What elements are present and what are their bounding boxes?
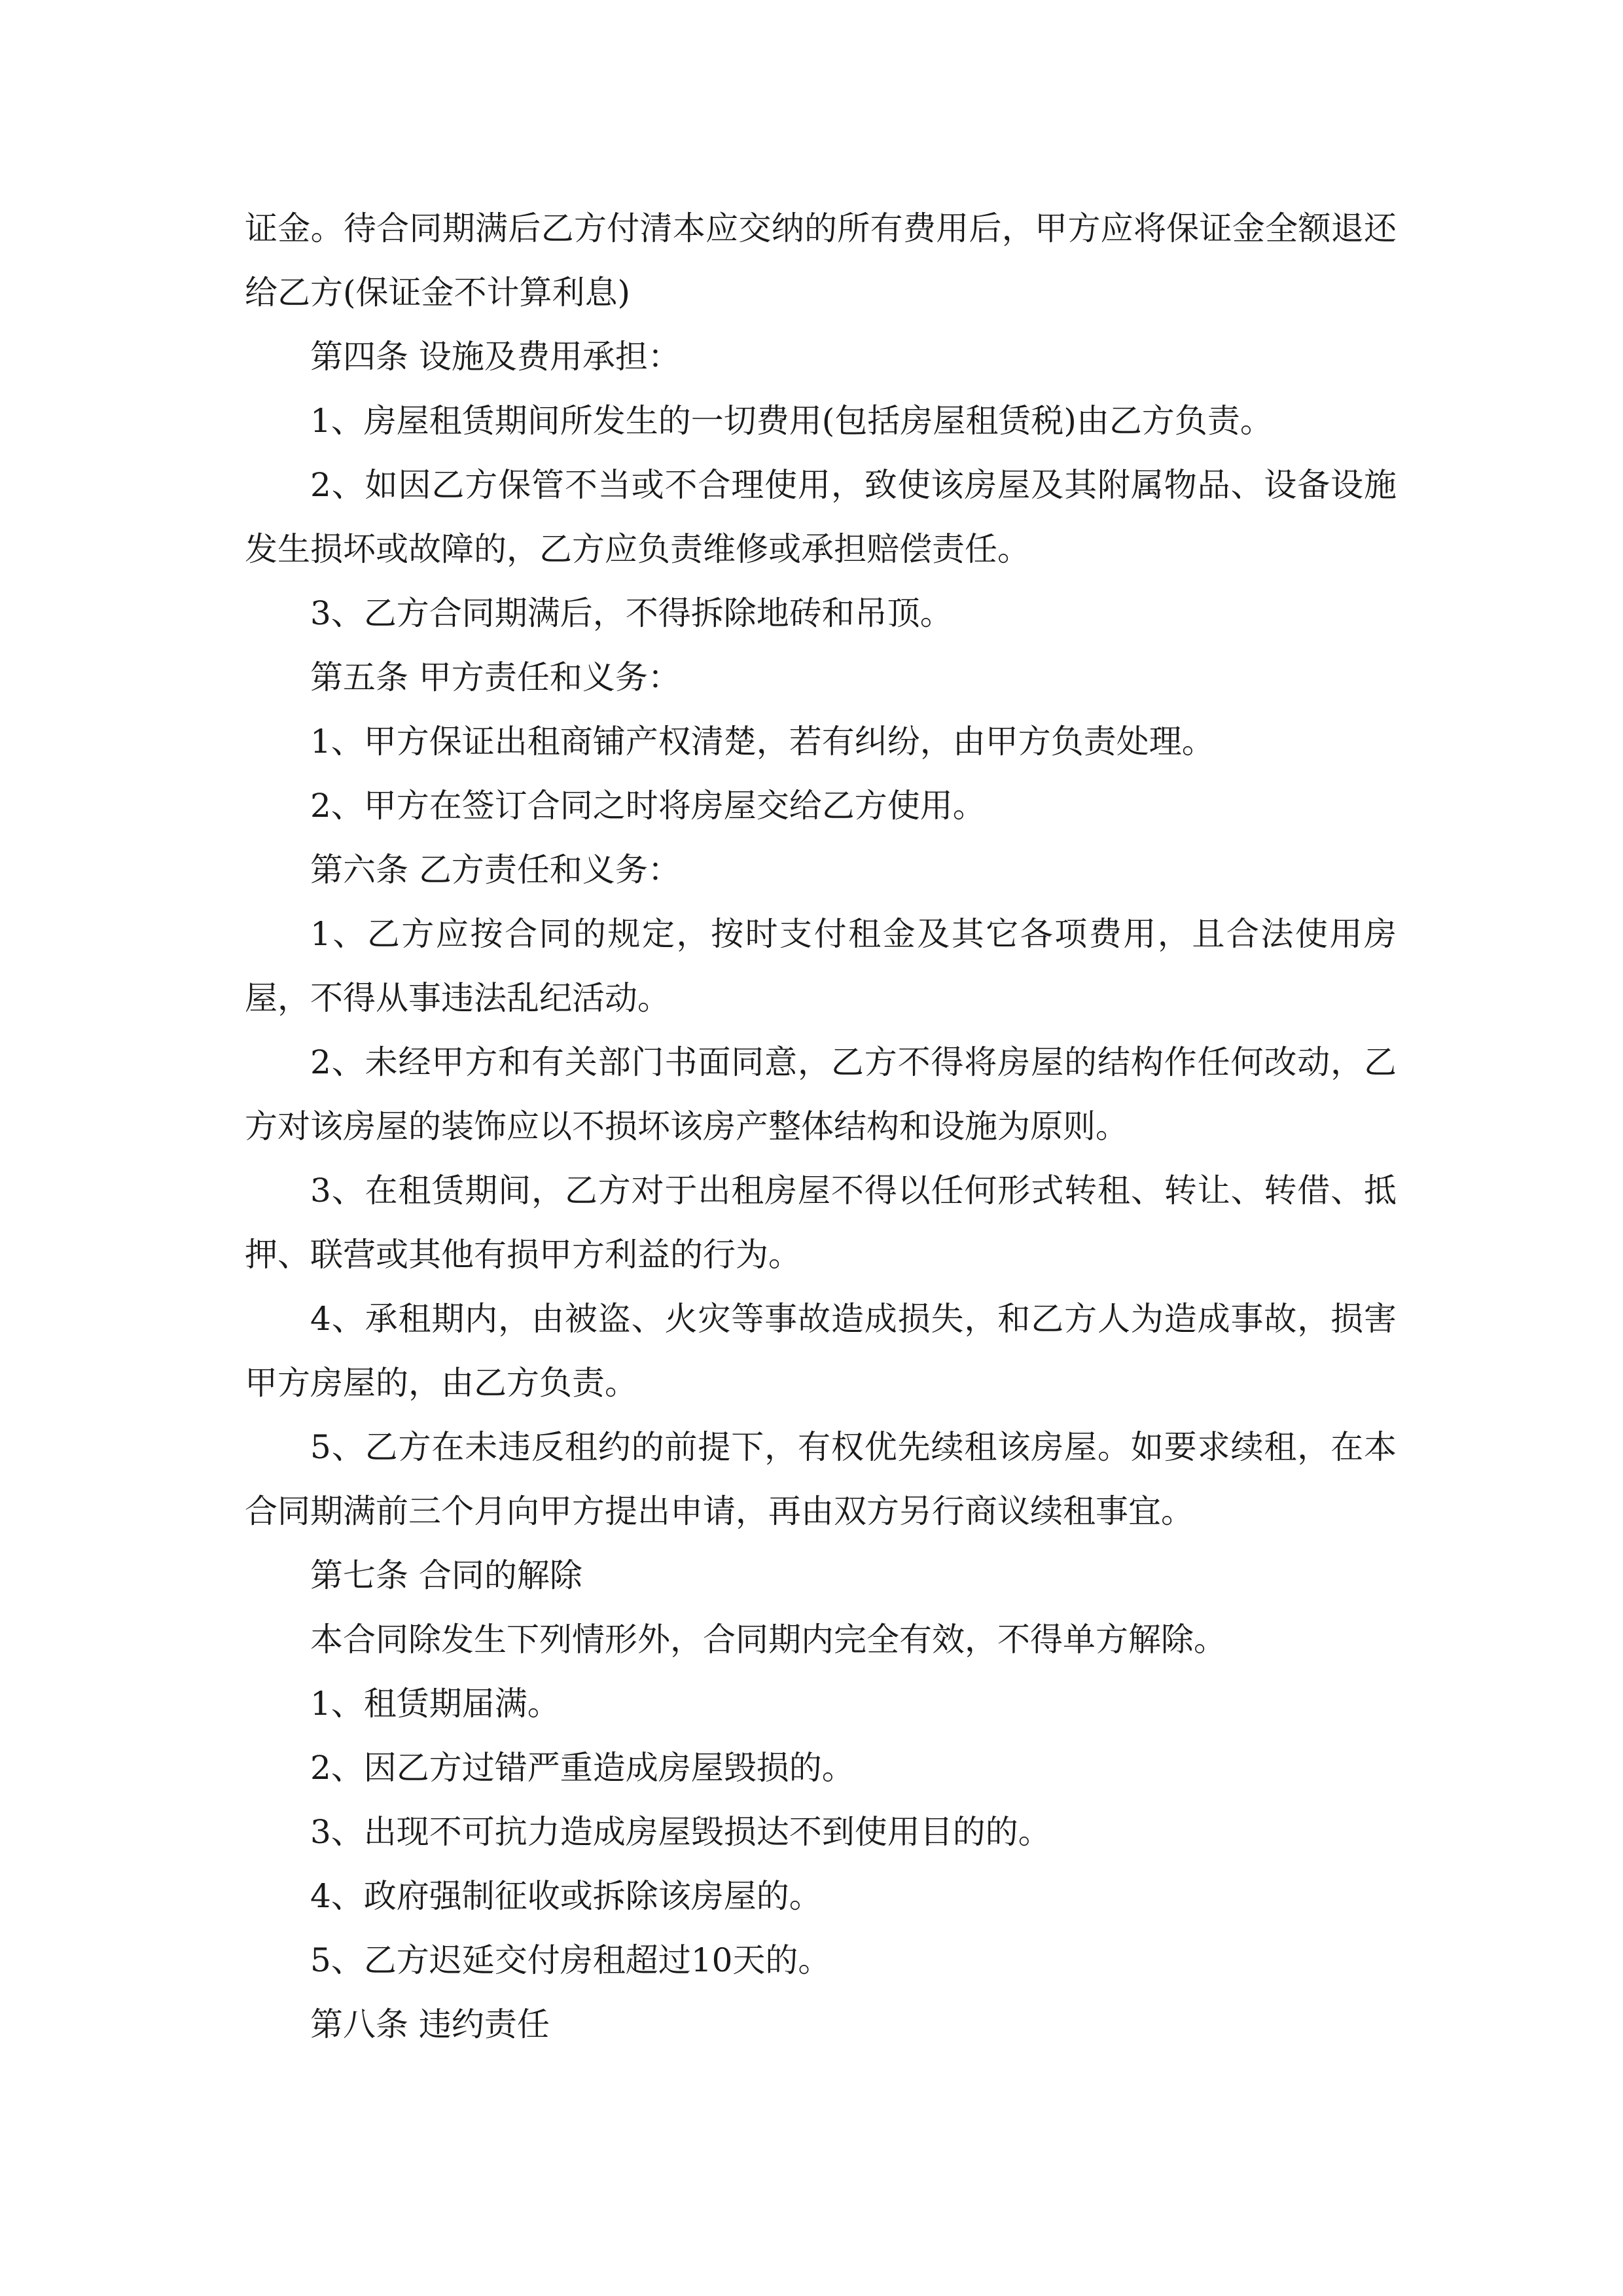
paragraph-article-4-item-2: 2、如因乙方保管不当或不合理使用，致使该房屋及其附属物品、设备设施发生损坏或故障的，乙方应负责维修或承担赔偿责任。 bbox=[245, 466, 1397, 568]
paragraph-article-4-item-1: 1、房屋租赁期间所发生的一切费用(包括房屋租赁税)由乙方负责。 bbox=[310, 402, 1273, 440]
paragraph-article-7-item-5: 5、乙方迟延交付房租超过10天的。 bbox=[310, 1941, 831, 1979]
paragraph-article-7-item-2: 2、因乙方过错严重造成房屋毁损的。 bbox=[310, 1749, 855, 1787]
paragraph-article-6-item-1: 1、乙方应按合同的规定，按时支付租金及其它各项费用，且合法使用房屋，不得从事违法乱纪活动。 bbox=[245, 915, 1397, 1017]
paragraph-article-7-item-1: 1、租赁期届满。 bbox=[310, 1685, 560, 1723]
heading-article-6: 第六条 乙方责任和义务： bbox=[310, 851, 681, 889]
heading-article-8: 第八条 违约责任 bbox=[310, 2005, 550, 2043]
paragraph-article-5-item-2: 2、甲方在签订合同之时将房屋交给乙方使用。 bbox=[310, 787, 986, 825]
heading-article-5: 第五条 甲方责任和义务： bbox=[310, 658, 681, 696]
paragraph-article-4-item-3: 3、乙方合同期满后，不得拆除地砖和吊顶。 bbox=[310, 594, 953, 632]
heading-article-7: 第七条 合同的解除 bbox=[310, 1556, 582, 1594]
paragraph-article-7-item-3: 3、出现不可抗力造成房屋毁损达不到使用目的的。 bbox=[310, 1813, 1051, 1851]
paragraph-deposit-continued: 证金。待合同期满后乙方付清本应交纳的所有费用后，甲方应将保证金全额退还给乙方(保证金不计算利息) bbox=[245, 209, 1397, 312]
paragraph-article-7-item-4: 4、政府强制征收或拆除该房屋的。 bbox=[310, 1877, 822, 1915]
paragraph-article-6-item-5: 5、乙方在未违反租约的前提下，有权优先续租该房屋。如要求续租，在本合同期满前三个月向甲方提出申请，再由双方另行商议续租事宜。 bbox=[245, 1428, 1397, 1530]
paragraph-article-6-item-3: 3、在租赁期间，乙方对于出租房屋不得以任何形式转租、转让、转借、抵押、联营或其他有损甲方利益的行为。 bbox=[245, 1172, 1397, 1274]
document-body bbox=[245, 196, 1397, 2056]
paragraph-article-6-item-4: 4、承租期内，由被盗、火灾等事故造成损失，和乙方人为造成事故，损害甲方房屋的，由乙方负责。 bbox=[245, 1300, 1397, 1402]
heading-article-4: 第四条 设施及费用承担： bbox=[310, 338, 681, 376]
paragraph-article-6-item-2: 2、未经甲方和有关部门书面同意，乙方不得将房屋的结构作任何改动，乙方对该房屋的装饰应以不损坏该房产整体结构和设施为原则。 bbox=[245, 1043, 1397, 1145]
paragraph-article-5-item-1: 1、甲方保证出租商铺产权清楚，若有纠纷，由甲方负责处理。 bbox=[310, 723, 1215, 761]
paragraph-article-7-intro: 本合同除发生下列情形外，合同期内完全有效，不得单方解除。 bbox=[310, 1621, 1226, 1659]
